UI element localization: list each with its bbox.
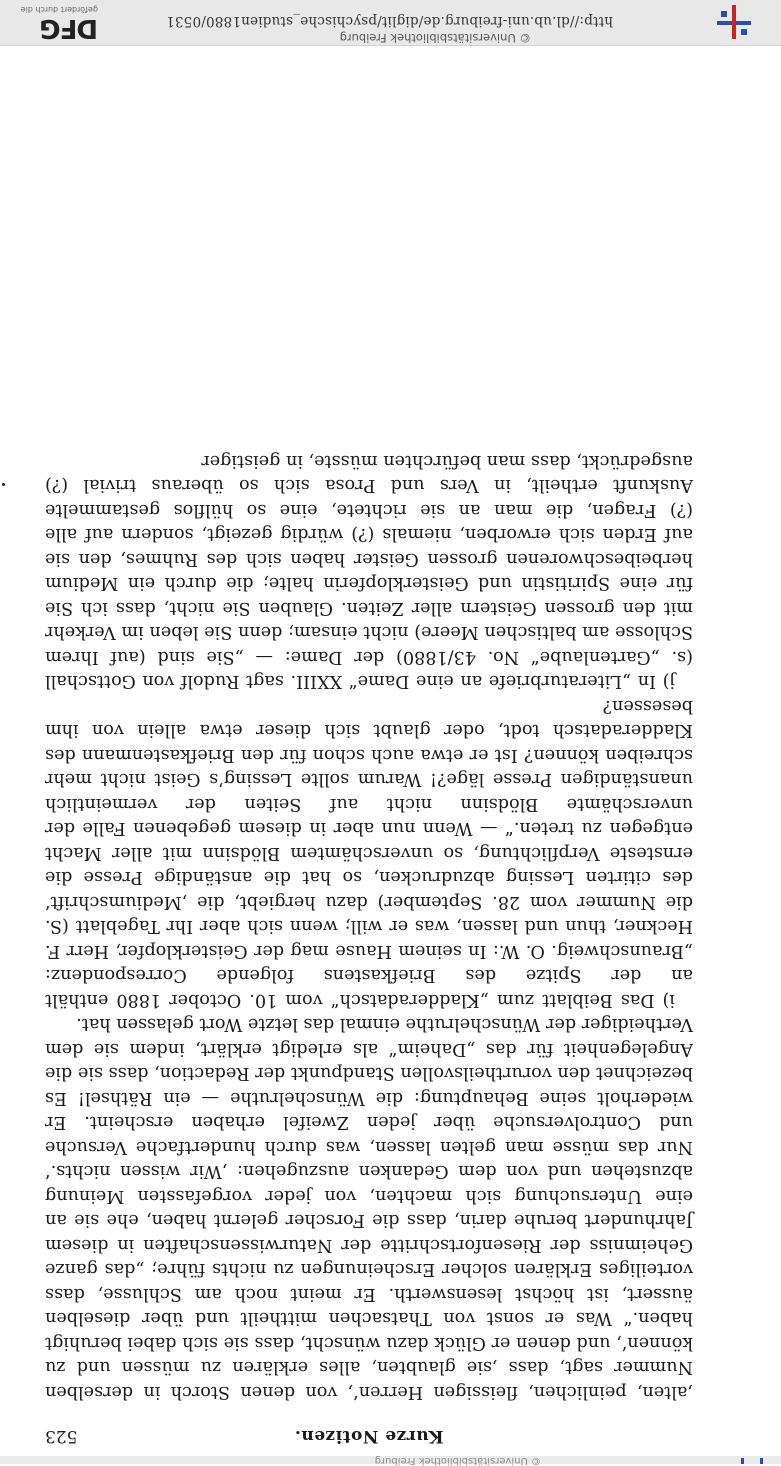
paragraph-3: j) In „Literaturbriefe an eine Dame“ XXIII. sagt Rudolf von Gottschall (s. „Gartenlaube“ No. 43/1880) der Dame: — „Sie sind (auf Ihrem Schlosse am baltischen Meere) nicht einsam; denn Sie leben im Verkehr mit den grossen Geistern aller Zeiten. Glauben Sie nicht, dass ich Sie für eine Spiritistin und Geisterklopferin halte; die durch ein Medium herbeibeschworenen grossen Geister haben sich des Ruhmes, den sie auf Erden sich erworben, niemals (?) würdig gezeigt, sondern auf alle (?) Fragen, die man an sie richtete, eine so hülflos gestammelte Auskunft ertheilt, in Vers und Prosa sich so überaus trivial (?) ausgedrückt, dass man befürchten müsste, in geistiger xyxy=(45,451,693,692)
viewer-toolbar xyxy=(0,0,781,46)
paragraph-1: ‚alten, peinlichen, fleissigen Herren‘, von denen Storch in derselben Nummer sagt, dass ‚sie glaubten, alles erklären zu müssen und zu können‘, und denen er Glück dazu wünscht, dass sie sich dabei beruhigt haben.“ Was er sonst von Thatsachen mittheilt und über dieselben äussert, ist höchst lesenswerth. Er meint noch am Schlusse, dass vorteiliges Erklären solcher Erscheinungen zu nichts führe; „das ganze Geheimniss der Riesenfortschritte der Naturwissenschaften in diesem Jahrhundert beruhe darin, dass die Forscher gelernt haben, ehe sie an eine Untersuchung sich machten, von jeder vorgefassten Meinung abzustehen und von dem Gedanken auszugehen: ‚Wir wissen nichts.‘ Nur das müsse man gelten lassen, was durch hundertfache Versuche und Controlversuche über jeden Zweifel erhaben erscheint. Er wiederholt seine Behauptung: die Wünschelruthe — ein Räthsel! Es bezeichnet den vorurtheilsvollen Standpunkt der Redaction, dass sie die Angelegenheit für das „Daheim“ als erledigt erklärt, indem sie dem Vertheidiger der Wünschelruthe einmal das letzte Wort gelassen hat. xyxy=(45,1014,693,1402)
footer-strip-text: © Universitätsbibliothek Freiburg xyxy=(374,1455,541,1466)
dfg-logo-subtitle: gefördert durch die xyxy=(20,5,98,14)
page-number: 523 xyxy=(45,1426,78,1446)
dfg-logo-icon[interactable] xyxy=(8,2,98,42)
page-header xyxy=(45,1404,693,1446)
running-title: Kurze Notizen. xyxy=(294,1426,444,1446)
text-block xyxy=(45,449,693,1447)
paragraph-2: i) Das Beiblatt zum „Kladderadatsch“ vom 10. October 1880 enthält an der Spitze des Briefkastens folgende Correspondenz: „Braunschweig. O. W.: In seinem Hause mag der Geisterklopfer, Herr F. Heckner, thun und lassen, was er will; wenn sich aber Ihr Tageblatt (S. die Nummer vom 28. September) dazu hergiebt, die ‚Mediumschrift‘ des citirten Lessing abzudrucken, so hat die anständige Presse die ernsteste Verpflichtung, so unverschämtem Blödsinn mit aller Macht entgegen zu treten.“ — Wenn nun aber in diesem gegebenen Falle der unverschämte Blödsinn nicht auf Seiten der vermeintlich unanständigen Presse läge?! Warum sollte Lessing’s Geist nicht mehr schreiben können? Ist er etwa auch schon für den Briefkastenmann des Kladderadatsch todt, oder glaubt sich dieser etwa allein von ihm besessen? xyxy=(45,696,693,1010)
scan-dot xyxy=(2,483,5,486)
ub-logo-icon[interactable] xyxy=(717,5,751,39)
footer-strip xyxy=(0,1456,781,1464)
body-text xyxy=(45,449,693,1405)
permalink-url[interactable]: http://dl.ub.uni-freiburg.de/diglit/psychische_studien1880/0531 xyxy=(165,13,613,29)
dfg-logo-letters: DFG xyxy=(40,13,98,43)
footer-mark-icon xyxy=(741,1458,763,1464)
copyright-text: © Universitätsbibliothek Freiburg xyxy=(339,31,531,45)
